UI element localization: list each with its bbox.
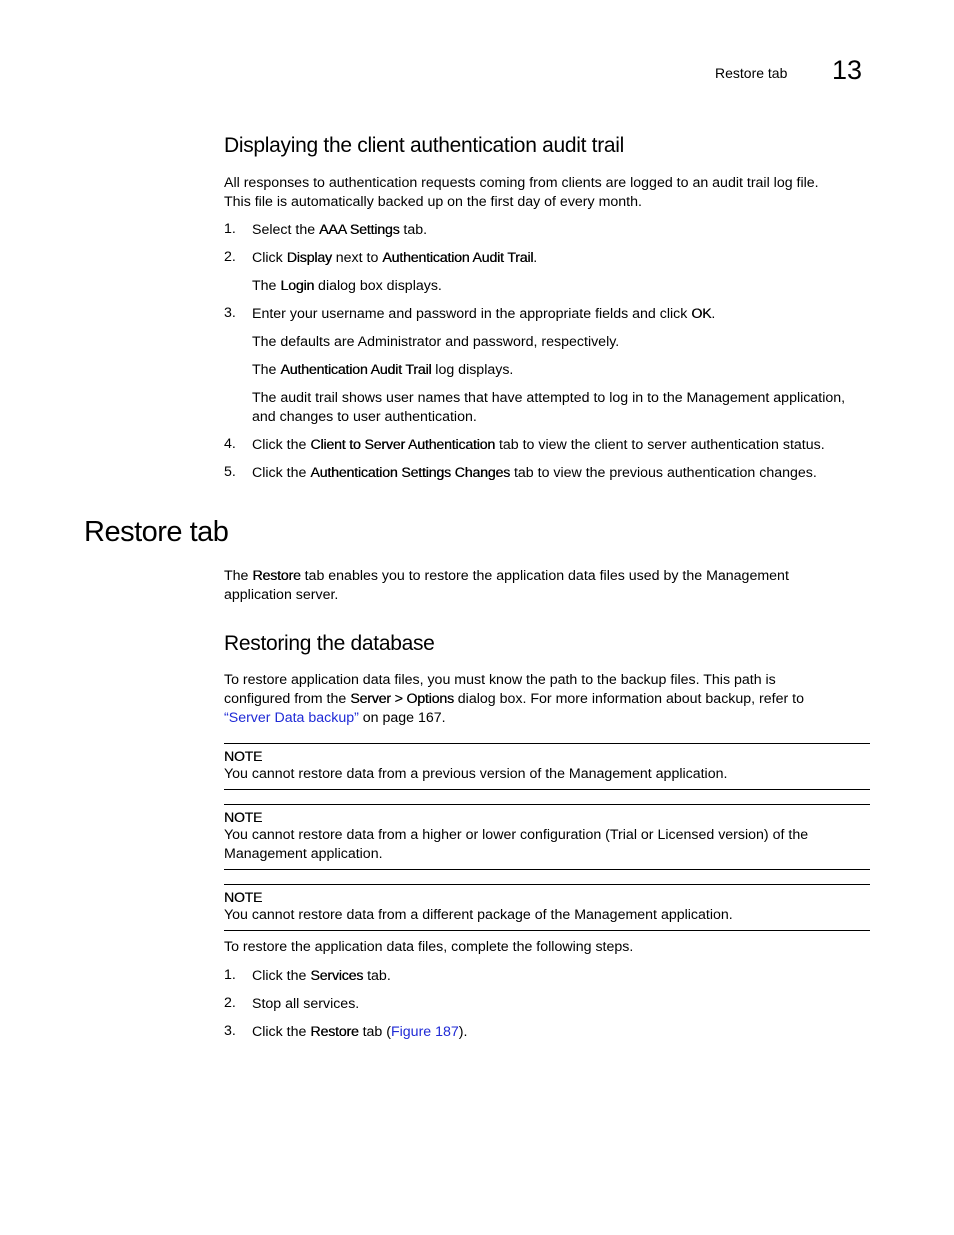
restore-intro-line-2: application server. (224, 587, 339, 603)
ui-term: Services (310, 968, 364, 984)
figure-187-link[interactable]: Figure 187 (390, 1024, 459, 1040)
ui-term: Login (280, 278, 315, 294)
audit-shows-line-1: The audit trail shows user names that have attempted to log in to the Management application, (252, 390, 846, 406)
audit-log-note: The Authentication Audit Trail log displays. (252, 362, 514, 378)
step-text: Click the Authentication Settings Changes tab to view the previous authentication changes. (252, 465, 817, 481)
restore-db-paragraph (224, 671, 870, 728)
audit-section-heading: Displaying the client authentication audit trail (224, 134, 625, 157)
note-label: NOTE (224, 809, 263, 825)
step-text: Click the Client to Server Authentication tab to view the client to server authentication status. (252, 437, 825, 453)
step-number: 3. (224, 1023, 236, 1039)
restore-db-line-1: To restore application data files, you must know the path to the backup files. This path is (224, 672, 776, 688)
note-box-3 (224, 884, 870, 931)
restore-db-line-2: configured from the Server > Options dialog box. For more information about backup, refer to (224, 691, 804, 707)
restore-intro-line-1: The Restore tab enables you to restore the application data files used by the Management (224, 568, 789, 584)
running-header-label: Restore tab (715, 65, 788, 81)
ui-term: Display (286, 250, 332, 266)
audit-shows-note (252, 389, 870, 427)
restore-db-line-3: “Server Data backup” on page 167. (224, 710, 446, 726)
note-box-2 (224, 804, 870, 870)
restore-steps-intro: To restore the application data files, complete the following steps. (224, 939, 634, 955)
note-label: NOTE (224, 889, 263, 905)
audit-defaults-note: The defaults are Administrator and password, respectively. (252, 334, 620, 350)
step-text: Stop all services. (252, 996, 360, 1012)
audit-intro (224, 174, 870, 212)
note-body-line-1: You cannot restore data from a higher or lower configuration (Trial or Licensed version) of the (224, 827, 809, 843)
step-text: Select the AAA Settings tab. (252, 222, 428, 238)
step-number: 2. (224, 995, 236, 1011)
step-text: Click the Restore tab (Figure 187). (252, 1024, 468, 1040)
chapter-number: 13 (832, 55, 863, 85)
ui-term: Authentication Settings Changes (310, 465, 511, 481)
note-body: You cannot restore data from a previous version of the Management application. (224, 766, 728, 782)
step-text: Click the Services tab. (252, 968, 391, 984)
step-text: Enter your username and password in the appropriate fields and click OK. (252, 306, 716, 322)
note-body-line-2: Management application. (224, 846, 383, 862)
restore-db-heading: Restoring the database (224, 632, 435, 655)
audit-intro-line-2: This file is automatically backed up on the first day of every month. (224, 194, 642, 210)
step-number: 1. (224, 221, 236, 237)
audit-intro-line-1: All responses to authentication requests coming from clients are logged to an audit trail log file. (224, 175, 819, 191)
server-data-backup-link[interactable]: “Server Data backup” (224, 710, 359, 726)
audit-login-note: The Login dialog box displays. (252, 278, 442, 294)
audit-shows-line-2: and changes to user authentication. (252, 409, 477, 425)
note-body: You cannot restore data from a different package of the Management application. (224, 907, 733, 923)
note-box-1 (224, 743, 870, 790)
restore-intro (224, 567, 870, 605)
ui-term: AAA Settings (319, 222, 400, 238)
ui-term: Restore (310, 1024, 359, 1040)
step-text: Click Display next to Authentication Audit Trail. (252, 250, 538, 266)
ui-term: Restore (252, 568, 301, 584)
step-number: 2. (224, 249, 236, 265)
note-label: NOTE (224, 748, 263, 764)
restore-section-title: Restore tab (84, 516, 229, 548)
step-number: 4. (224, 436, 236, 452)
step-number: 3. (224, 305, 236, 321)
ui-term: Authentication Audit Trail (280, 362, 432, 378)
step-number: 1. (224, 967, 236, 983)
ui-term: OK (691, 306, 712, 322)
ui-term: Authentication Audit Trail (382, 250, 534, 266)
ui-term: Server > Options (350, 691, 454, 707)
ui-term: Client to Server Authentication (310, 437, 495, 453)
step-number: 5. (224, 464, 236, 480)
